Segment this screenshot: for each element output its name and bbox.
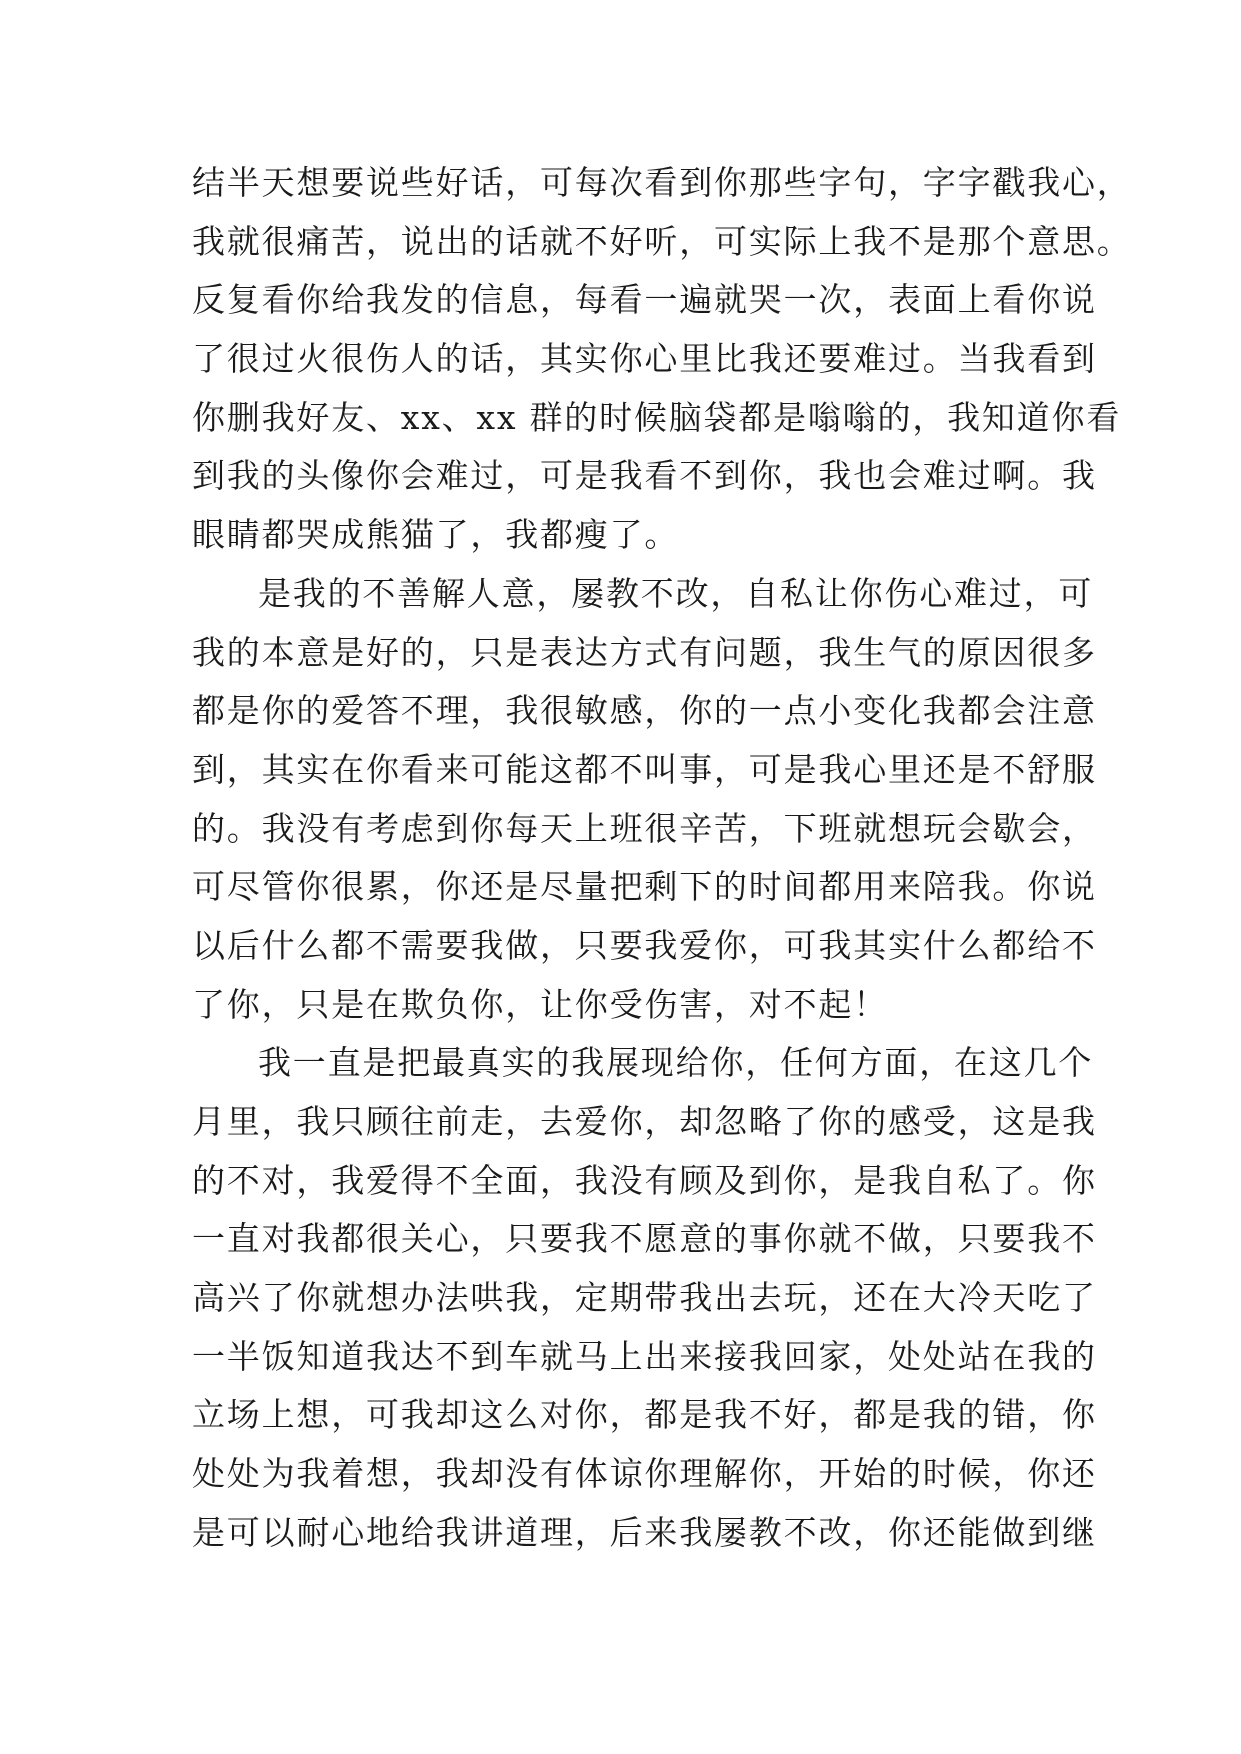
document-body [192, 154, 1132, 1563]
paragraph-2 [192, 565, 1097, 1035]
text-line: 是我的不善解人意，屡教不改，自私让你伤心难过，可 [258, 573, 1094, 613]
text-line: 我的本意是好的，只是表达方式有问题，我生气的原因很多 [192, 632, 1097, 672]
text-line: 高兴了你就想办法哄我，定期带我出去玩，还在大冷天吃了 [192, 1278, 1097, 1318]
text-line: 你删我好友、xx、xx 群的时候脑袋都是嗡嗡的，我知道你看 [192, 397, 1122, 437]
text-line: 到，其实在你看来可能这都不叫事，可是我心里还是不舒服 [192, 749, 1097, 789]
text-line: 眼睛都哭成熊猫了，我都瘦了。 [192, 515, 680, 555]
text-line: 可尽管你很累，你还是尽量把剩下的时间都用来陪我。你说 [192, 867, 1097, 907]
text-line: 一半饭知道我达不到车就马上出来接我回家，处处站在我的 [192, 1336, 1097, 1376]
text-line: 月里，我只顾往前走，去爱你，却忽略了你的感受，这是我 [192, 1102, 1097, 1141]
text-line: 一直对我都很关心，只要我不愿意的事你就不做，只要我不 [192, 1219, 1097, 1259]
text-line: 的。我没有考虑到你每天上班很辛苦，下班就想玩会歇会， [192, 808, 1097, 848]
text-line: 是可以耐心地给我讲道理，后来我屡教不改，你还能做到继 [192, 1512, 1097, 1552]
text-line: 都是你的爱答不理，我很敏感，你的一点小变化我都会注意 [192, 691, 1097, 731]
text-line: 我一直是把最真实的我展现给你，任何方面，在这几个 [258, 1043, 1094, 1083]
text-line: 以后什么都不需要我做，只要我爱你，可我其实什么都给不 [192, 925, 1097, 965]
text-line: 的不对，我爱得不全面，我没有顾及到你，是我自私了。你 [192, 1160, 1097, 1200]
paragraph-3 [192, 1034, 1097, 1562]
text-line: 了很过火很伤人的话，其实你心里比我还要难过。当我看到 [192, 339, 1097, 379]
text-line: 我就很痛苦，说出的话就不好听，可实际上我不是那个意思。 [192, 221, 1132, 261]
paragraph-1 [192, 154, 1132, 565]
text-line: 立场上想，可我却这么对你，都是我不好，都是我的错，你 [192, 1395, 1097, 1435]
text-line: 处处为我着想，我却没有体谅你理解你，开始的时候，你还 [192, 1454, 1097, 1494]
text-line: 了你，只是在欺负你，让你受伤害，对不起！ [192, 984, 888, 1024]
text-line: 结半天想要说些好话，可每次看到你那些字句，字字戳我心， [192, 163, 1132, 202]
text-line: 到我的头像你会难过，可是我看不到你，我也会难过啊。我 [192, 456, 1097, 496]
text-line: 反复看你给我发的信息，每看一遍就哭一次，表面上看你说 [192, 280, 1097, 320]
